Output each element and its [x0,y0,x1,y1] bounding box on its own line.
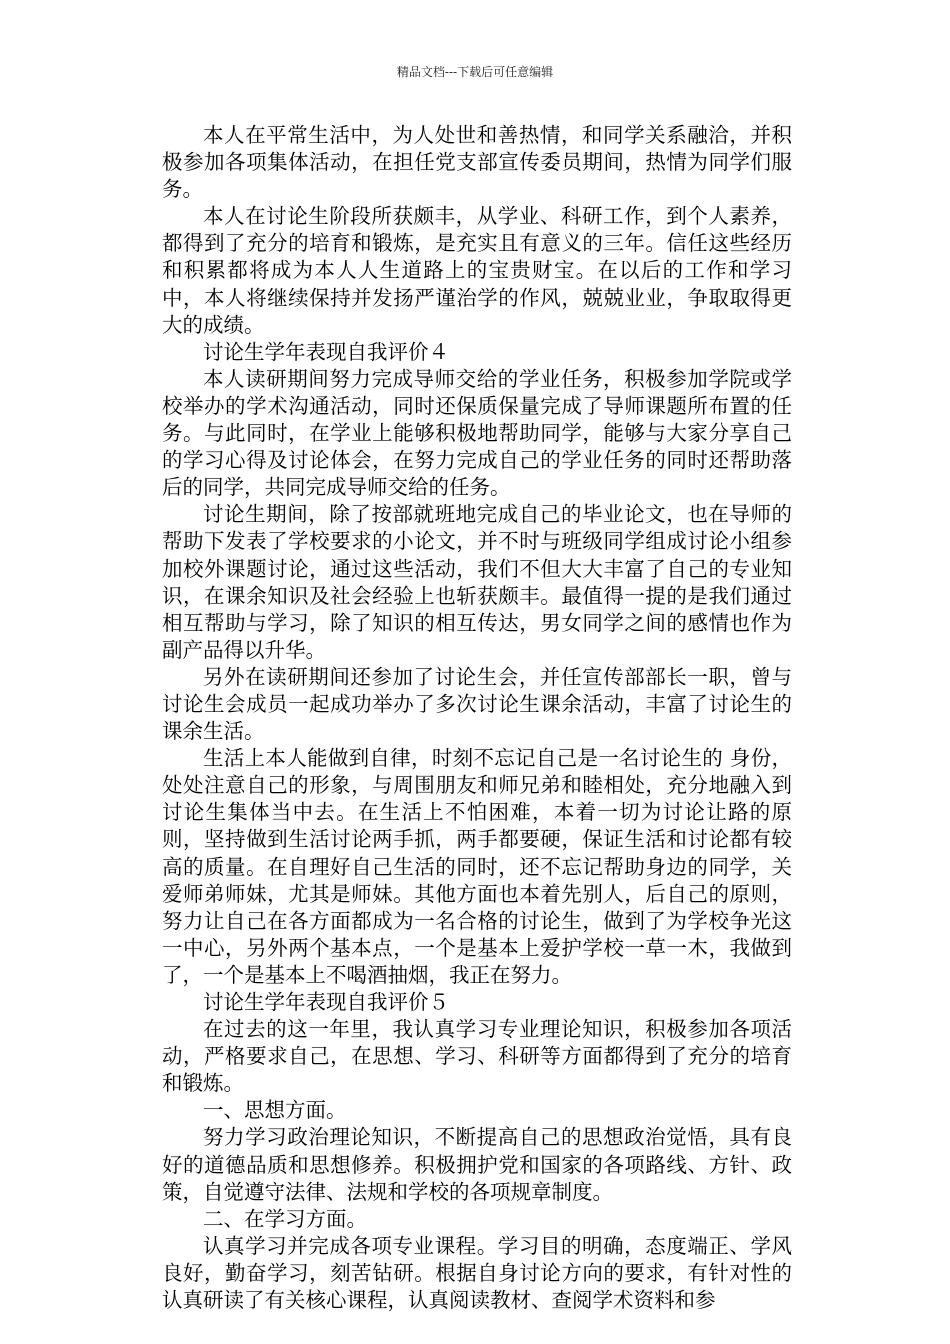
paragraph: 认真学习并完成各项专业课程。学习目的明确，态度端正、学风良好，勤奋学习，刻苦钻研。根据自身讨论方向的要求，有针对性的认真研读了有关核心课程，认真阅读教材、查阅学术资料和参 [162,1233,792,1313]
paragraph: 本人在平常生活中，为人处世和善热情，和同学关系融洽，并积极参加各项集体活动，在担任党支部宣传委员期间，热情为同学们服务。 [162,123,792,202]
subsection-heading: 一、思想方面。 [203,1098,347,1123]
document-body [162,122,792,1314]
paragraph: 本人在讨论生阶段所获颇丰，从学业、科研工作，到个人素养，都得到了充分的培育和锻炼，是充实且有意义的三年。信任这些经历和积累都将成为本人人生道路上的宝贵财宝。在以后的工作和学习中，本人将继续保持并发扬严谨治学的作风，兢兢业业，争取取得更大的成绩。 [162,204,792,337]
paragraph: 本人读研期间努力完成导师交给的学业任务，积极参加学院或学校举办的学术沟通活动，同时还保质保量完成了导师课题所布置的任务。与此同时，在学业上能够积极地帮助同学，能够与大家分享自己的学习心得及讨论体会，在努力完成自己的学业任务的同时还帮助落后的同学，共同完成导师交给的任务。 [162,366,792,500]
paragraph: 另外在读研期间还参加了讨论生会，并任宣传部部长一职，曾与讨论生会成员一起成功举办了多次讨论生课余活动，丰富了讨论生的课余生活。 [162,664,792,744]
subsection-heading: 二、在学习方面。 [203,1206,367,1231]
paragraph: 努力学习政治理论知识，不断提高自己的思想政治觉悟，具有良好的道德品质和思想修养。积极拥护党和国家的各项路线、方针、政策，自觉遵守法律、法规和学校的各项规章制度。 [162,1125,792,1204]
paragraph: 在过去的这一年里，我认真学习专业理论知识，积极参加各项活动，严格要求自己，在思想、学习、科研等方面都得到了充分的培育和锻炼。 [162,1017,792,1096]
paragraph: 讨论生期间，除了按部就班地完成自己的毕业论文，也在导师的帮助下发表了学校要求的小论文，并不时与班级同学组成讨论小组参加校外课题讨论，通过这些活动，我们不但大大丰富了自己的专业知识，在课余知识及社会经验上也斩获颇丰。最值得一提的是我们通过相互帮助与学习，除了知识的相互传达，男女同学之间的感情也作为副产品得以升华。 [162,502,792,662]
section-heading: 讨论生学年表现自我评价４ [203,339,449,364]
section-heading: 讨论生学年表现自我评价５ [203,990,449,1014]
header-note: 精品文档---下载后可任意编辑 [396,65,554,79]
paragraph: 生活上本人能做到自律，时刻不忘记自己是一名讨论生的 身份，处处注意自己的形象，与周围朋友和师兄弟和睦相处，充分地融入到讨论生集体当中去。在生活上不怕困难，本着一切为讨论让路的原则，坚持做到生活讨论两手抓，两手都要硬，保证生活和讨论都有较高的质量。在自理好自己生活的同时，还不忘记帮助身边的同学，关爱师弟师妹，尤其是师妹。其他方面也本着先别人，后自己的原则，努力让自己在各方面都成为一名合格的讨论生，做到了为学校争光这一中心，另外两个基本点，一个是基本上爱护学校一草一木，我做到了，一个是基本上不喝酒抽烟，我正在努力。 [162,746,792,987]
